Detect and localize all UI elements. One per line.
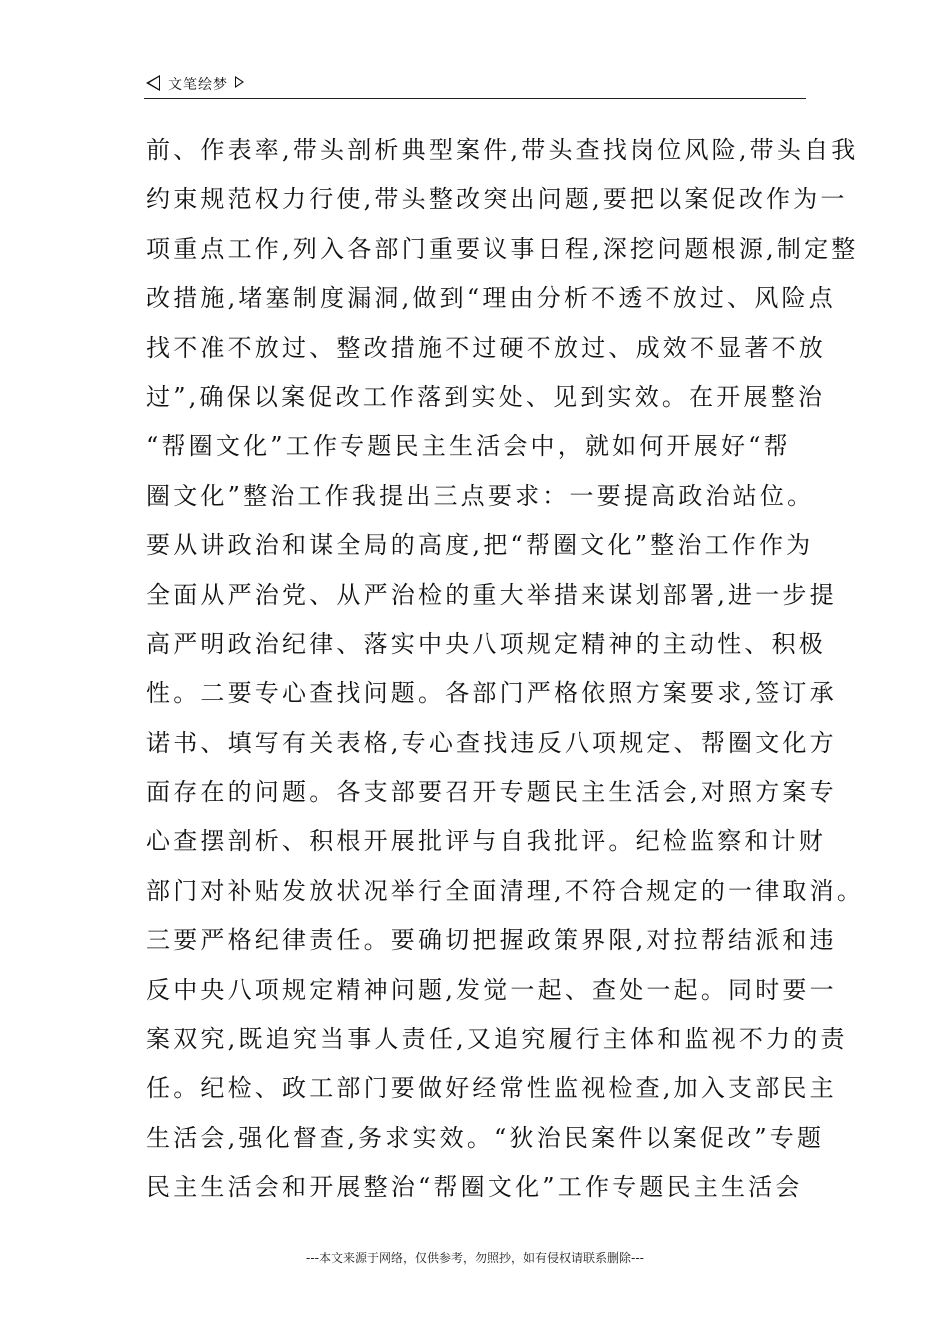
text-line: 诺书、填写有关表格,专心查找违反八项规定、帮圈文化方 <box>146 728 837 757</box>
text-line: 前、作表率,带头剖析典型案件,带头查找岗位风险,带头自我 <box>146 136 859 164</box>
text-line: “帮圈文化”工作专题民主生活会中，就如何开展好“帮 <box>146 432 791 461</box>
text-line: 任。纪检、政工部门要做好经常性监视检查,加入支部民主 <box>146 1074 837 1103</box>
text-line: 三要严格纪律责任。要确切把握政策界限,对拉帮结派和违 <box>146 926 837 955</box>
text-line: 高严明政治纪律、落实中央八项规定精神的主动性、积极 <box>146 629 826 658</box>
text-line: 要从讲政治和谋全局的高度,把“帮圈文化”整治工作作为 <box>146 531 814 560</box>
text-line: 民主生活会和开展整治“帮圈文化”工作专题民主生活会 <box>146 1173 803 1202</box>
text-line: 部门对补贴发放状况举行全面清理,不符合规定的一律取消。 <box>146 876 865 905</box>
text-line: 反中央八项规定精神问题,发觉一起、查处一起。同时要一 <box>146 975 837 1004</box>
text-line: 性。二要专心查找问题。各部门严格依照方案要求,签订承 <box>146 679 837 708</box>
text-line: 面存在的问题。各支部要召开专题民主生活会,对照方案专 <box>146 778 837 807</box>
text-line: 案双究,既追究当事人责任,又追究履行主体和监视不力的责 <box>146 1025 848 1054</box>
triangle-left-icon <box>146 75 160 91</box>
text-line: 圈文化”整治工作我提出三点要求：一要提高政治站位。 <box>146 481 815 510</box>
footer-disclaimer: ---本文来源于网络，仅供参考，勿照抄，如有侵权请联系删除--- <box>306 1251 644 1265</box>
header-title: 文笔绘梦 <box>168 77 228 93</box>
text-line: 全面从严治党、从严治检的重大举措来谋划部署,进一步提 <box>146 580 837 609</box>
page-header <box>144 72 806 99</box>
triangle-right-icon <box>235 76 244 88</box>
text-line: 生活会,强化督查,务求实效。“狄治民案件以案促改”专题 <box>146 1123 825 1152</box>
body-paragraph <box>146 126 865 1213</box>
text-line: 约束规范权力行使,带头整改突出问题,要把以案促改作为一 <box>146 185 848 214</box>
text-line: 心查摆剖析、积根开展批评与自我批评。纪检监察和计财 <box>146 827 826 856</box>
text-line: 找不准不放过、整改措施不过硬不放过、成效不显著不放 <box>146 333 826 362</box>
text-line: 改措施,堵塞制度漏洞,做到“理由分析不透不放过、风险点 <box>146 284 836 313</box>
text-line: 项重点工作,列入各部门重要议事日程,深挖问题根源,制定整 <box>146 234 859 263</box>
text-line: 过”,确保以案促改工作落到实处、见到实效。在开展整治 <box>146 382 826 411</box>
